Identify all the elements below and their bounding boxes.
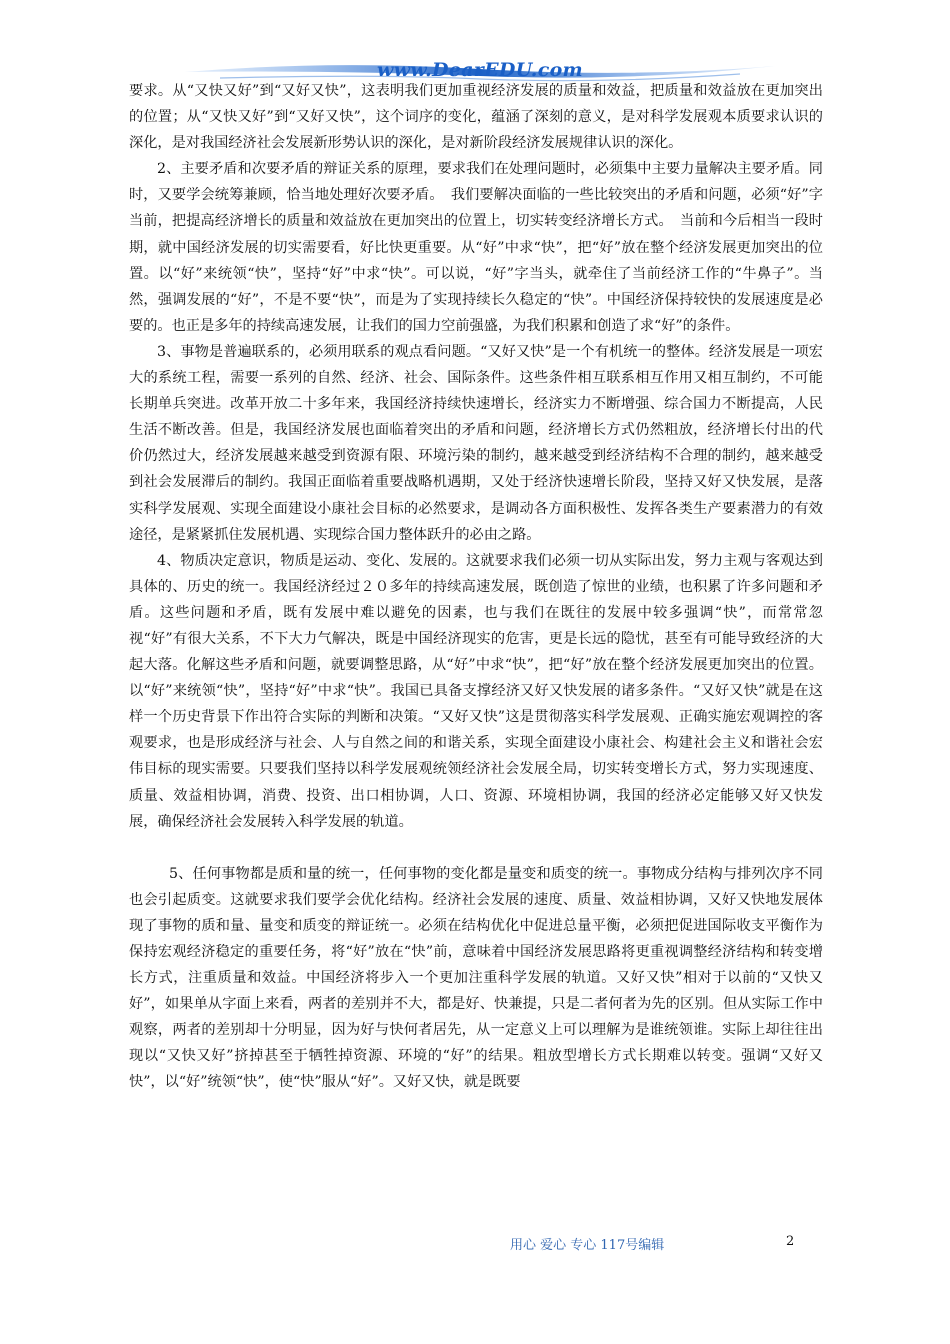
paragraph-3: 3、事物是普遍联系的，必须用联系的观点看问题。“又好又快”是一个有机统一的整体。经济发展是一项宏大的系统工程，需要一系列的自然、经济、社会、国际条件。这些条件相互联系相互作用又相互制约，不可能长期单兵突进。改革开放二十多年来，我国经济持续快速增长，经济实力不断增强、综合国力不断提高，人民生活不断改善。但是，我国经济发展也面临着突出的矛盾和问题，经济增长方式仍然粗放，经济增长付出的代价仍然过大，经济发展越来越受到资源有限、环境污染的制约，越来越受到经济结构不合理的制约，越来越受到社会发展滞后的制约。我国正面临着重要战略机遇期，又处于经济快速增长阶段，坚持又好又快发展，是落实科学发展观、实现全面建设小康社会目标的必然要求，是调动各方面积极性、发挥各类生产要素潜力的有效途径，是紧紧抓住发展机遇、实现综合国力整体跃升的必由之路。 xyxy=(129,343,823,543)
paragraph-2: 2、主要矛盾和次要矛盾的辩证关系的原理，要求我们在处理问题时，必须集中主要力量解决主要矛盾。同时，又要学会统筹兼顾，恰当地处理好次要矛盾。 我们要解决面临的一些比较突出的矛盾和问题，必须“好”字当前，把提高经济增长的质量和效益放在更加突出的位置上，切实转变经济增长方式。 当前和今后相当一段时期，就中国经济发展的切实需要看，好比快更重要。从“好”中求“快”，把“好”放在整个经济发展更加突出的位置。以“好”来统领“快”，坚持“好”中求“快”。可以说，“好”字当头，就牵住了当前经济工作的“牛鼻子”。当然，强调发展的“好”，不是不要“快”，而是为了实现持续长久稳定的“快”。中国经济保持较快的发展速度是必要的。也正是多年的持续高速发展，让我们的国力空前强盛，为我们积累和创造了求“好”的条件。 xyxy=(129,161,823,334)
paragraph-5: 5、任何事物都是质和量的统一，任何事物的变化都是量变和质变的统一。事物成分结构与排列次序不同也会引起质变。这就要求我们要学会优化结构。经济社会发展的速度、质量、效益相协调，又好又快地发展体现了事物的质和量、量变和质变的辩证统一。必须在结构优化中促进总量平衡，必须把促进国际收支平衡作为保持宏观经济稳定的重要任务，将“好”放在“快”前，意味着中国经济发展思路将更重视调整经济结构和转变增长方式，注重质量和效益。中国经济将步入一个更加注重科学发展的轨道。又好又快”相对于以前的“又快又好”，如果单从字面上来看，两者的差别并不大，都是好、快兼提，只是二者何者为先的区别。但从实际工作中观察，两者的差别却十分明显，因为好与快何者居先，从一定意义上可以理解为是谁统领谁。实际上却往往出现以“又快又好”挤掉甚至于牺牲掉资源、环境的“好”的结果。粗放型增长方式长期难以转变。强调“又好又快”，以“好”统领“快”，使“快”服从“好”。又好又快，就是既要 xyxy=(129,865,823,1091)
article-body xyxy=(129,78,823,1096)
paragraph-4: 4、物质决定意识，物质是运动、变化、发展的。这就要求我们必须一切从实际出发，努力主观与客观达到具体的、历史的统一。我国经济经过２０多年的持续高速发展，既创造了惊世的业绩，也积累了许多问题和矛盾。这些问题和矛盾，既有发展中难以避免的因素，也与我们在既往的发展中较多强调“快”，而常常忽视“好”有很大关系，不下大力气解决，既是中国经济现实的危害，更是长远的隐忧，甚至有可能导致经济的大起大落。化解这些矛盾和问题，就要调整思路，从“好”中求“快”，把“好”放在整个经济发展更加突出的位置。以“好”来统领“快”，坚持“好”中求“快”。我国已具备支撑经济又好又快发展的诸多条件。“又好又快”就是在这样一个历史背景下作出符合实际的判断和决策。“又好又快”这是贯彻落实科学发展观、正确实施宏观调控的客观要求，也是形成经济与社会、人与自然之间的和谐关系，实现全面建设小康社会、构建社会主义和谐社会宏伟目标的现实需要。只要我们坚持以科学发展观统领经济社会发展全局，切实转变增长方式，努力实现速度、质量、效益相协调，消费、投资、出口相协调，人口、资源、环境相协调，我国的经济必定能够又好又快发展，确保经济社会发展转入科学发展的轨道。 xyxy=(129,552,823,830)
paragraph-intro: 要求。从“又快又好”到“又好又快”，这表明我们更加重视经济发展的质量和效益，把质量和效益放在更加突出的位置；从“又快又好”到“又好又快”，这个词序的变化，蕴涵了深刻的意义，是对科学发展观本质要求认识的深化，是对我国经济社会发展新形势认识的深化，是对新阶段经济发展规律认识的深化。 xyxy=(129,83,823,152)
page-number: 2 xyxy=(786,1234,795,1249)
site-url[interactable]: www.DearEDU.com xyxy=(377,59,583,81)
footer-credit: 用心 爱心 专心 117号编辑 xyxy=(510,1238,665,1253)
